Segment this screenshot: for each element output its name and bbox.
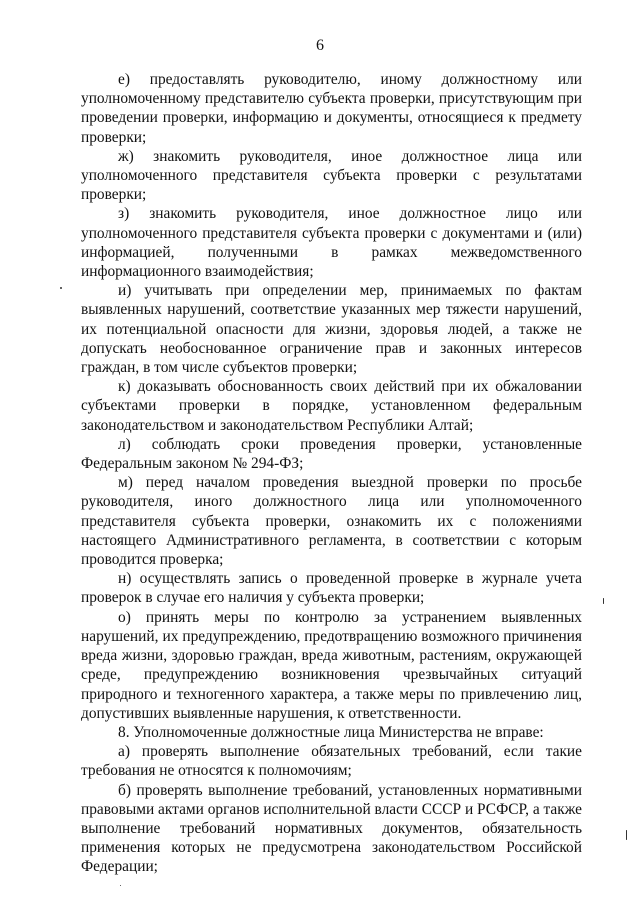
paragraph-e: е) предоставлять руководителю, иному должностному или уполномоченному представителю субъекта проверки, присутствующим при проведении проверки, информацию и документы, относящиеся к предмету проверки;	[81, 71, 582, 146]
paragraph-l: л) соблюдать сроки проведения проверки, установленные Федеральным законом № 294-ФЗ;	[81, 435, 582, 473]
paragraph-i: и) учитывать при определении мер, принимаемых по фактам выявленных нарушений, соответствие указанных мер тяжести нарушений, их потенциальной опасности для жизни, здоровья людей, а также не допускать необоснованное ограничение прав и законных интересов граждан, в том числе субъектов проверки;	[81, 282, 582, 377]
paragraph-a: а) проверять выполнение обязательных требований, если такие требования не относятся к полномочиям;	[81, 743, 582, 780]
paragraph-z: з) знакомить руководителя, иное должностное лицо или уполномоченного представителя субъекта проверки с документами и (или) информацией, полученными в рамках межведомственного информационного взаимодействия;	[81, 205, 582, 281]
scan-speck	[120, 885, 121, 886]
paragraph-o: о) принять меры по контролю за устранением выявленных нарушений, их предупреждению, предотвращению возможного причинения вреда жизни, здоровью граждан, вреда животным, растениям, окружающей среде, предупреждению возникновения чрезвычайных ситуаций природного и техногенного характера, а также меры по привлечению лиц, допустивших выявленные нарушения, к ответственности.	[81, 608, 582, 722]
paragraph-m: м) перед началом проведения выездной проверки по просьбе руководителя, иного должностного лица или уполномоченного представителя субъекта проверки, ознакомить их с положениями настоящего Административного регламента, в соответствии с которым проводится проверка;	[81, 474, 582, 569]
scan-speck	[603, 598, 604, 604]
page-number: 6	[316, 37, 324, 54]
section-8-heading: 8. Уполномоченные должностные лица Министерства не вправе:	[118, 723, 544, 741]
paragraph-zh: ж) знакомить руководителя, иное должностное лица или уполномоченного представителя субъекта проверки с результатами проверки;	[81, 147, 582, 204]
scan-speck	[626, 830, 627, 840]
document-body	[81, 70, 582, 877]
paragraph-k: к) доказывать обоснованность своих действий при их обжаловании субъектами проверки в порядке, установленном федеральным законодательством и законодательством Республики Алтай;	[81, 378, 582, 434]
paragraph-n: н) осуществлять запись о проведенной проверке в журнале учета проверок в случае его наличия у субъекта проверки;	[81, 570, 582, 607]
paragraph-b: б) проверять выполнение требований, установленных нормативными правовыми актами органов исполнительной власти СССР и РСФСР, а также выполнение требований нормативных документов, обязательность применения которых не предусмотрена законодательством Российской Федерации;	[81, 781, 582, 876]
scan-speck	[60, 287, 62, 289]
